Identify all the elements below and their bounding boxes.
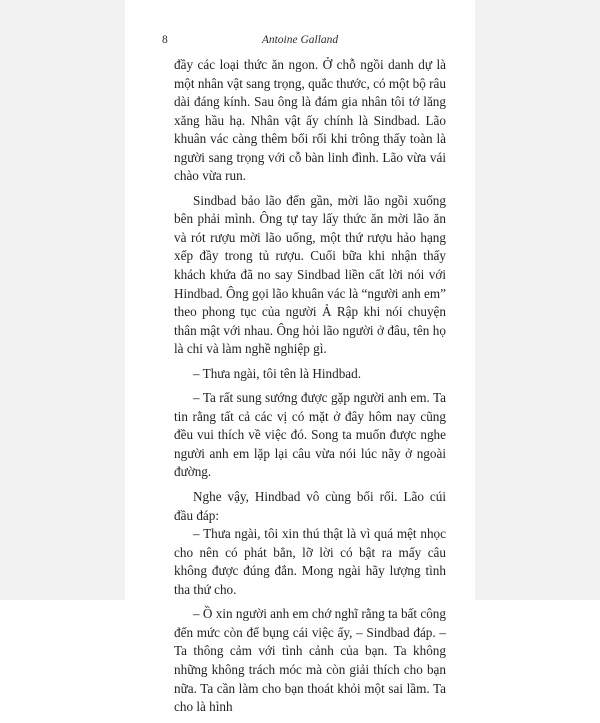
dialogue-line: – Thưa ngài, tôi tên là Hindbad. <box>193 365 362 381</box>
paragraph: Nghe vậy, Hindbad vô cùng bối rối. Lão cúi đầu đáp: <box>174 489 446 523</box>
right-margin-background <box>475 0 600 600</box>
dialogue-line: – Thưa ngài, tôi xin thú thật là vì quá mệt nhọc cho nên có phát bẳn, lỡ lời có bật ra mấy câu không được đúng đắn. Mong ngài hãy lượng tình tha thứ cho. <box>174 526 446 597</box>
paragraph: Sindbad bảo lão đến gần, mời lão ngồi xuống bên phải mình. Ông tự tay lấy thức ăn mời lão ăn và rót rượu mời lão uống, một thứ rượu hảo hạng xếp đầy trong tủ rượu. Cuối bữa khi nhận thấy khách khứa đã no say Sindbad liền cất lời nói với Hindbad. Ông gọi lão khuân vác là “người anh em” theo phong tục của người Ả Rập khi nói chuyện thân mật với nhau. Ông hỏi lão người ở đâu, tên họ là chi và làm nghề nghiệp gì. <box>174 192 446 357</box>
running-title: Antoine Galland <box>261 34 339 46</box>
dialogue-line: – Ta rất sung sướng được gặp người anh em. Ta tin rằng tất cả các vị có mặt ở đây hôm nay cũng đều vui thích về việc đó. Song ta muốn được nghe người anh em lặp lại câu vừa nói lúc nãy ở ngoài đường. <box>174 390 446 480</box>
paragraph: đầy các loại thức ăn ngon. Ở chỗ ngồi danh dự là một nhân vật sang trọng, quắc thước, có một bộ râu dài đáng kính. Sau ông là đám gia nhân tôi tớ lăng xăng hầu hạ. Nhân vật ấy chính là Sindbad. Lão khuân vác càng thêm bối rối khi trông thấy toàn là người sang trọng với cỗ bàn linh đình. Lão vừa vái chào vừa run. <box>174 57 446 184</box>
page-header <box>125 34 475 50</box>
dialogue-line: – Ồ xin người anh em chớ nghĩ rằng ta bất công đến mức còn để bụng cái việc ấy, – Sindbad đáp. – Ta thông cảm với tình cảnh của bạn. Ta không những không trách móc mà còn giải thích cho bạn nữa. Ta cần làm cho bạn thoát khỏi một sai lầm. Ta cho là hình <box>174 606 446 715</box>
book-page <box>125 0 475 715</box>
left-margin-background <box>0 0 125 600</box>
body-text <box>174 56 446 723</box>
page-number: 8 <box>162 34 168 46</box>
